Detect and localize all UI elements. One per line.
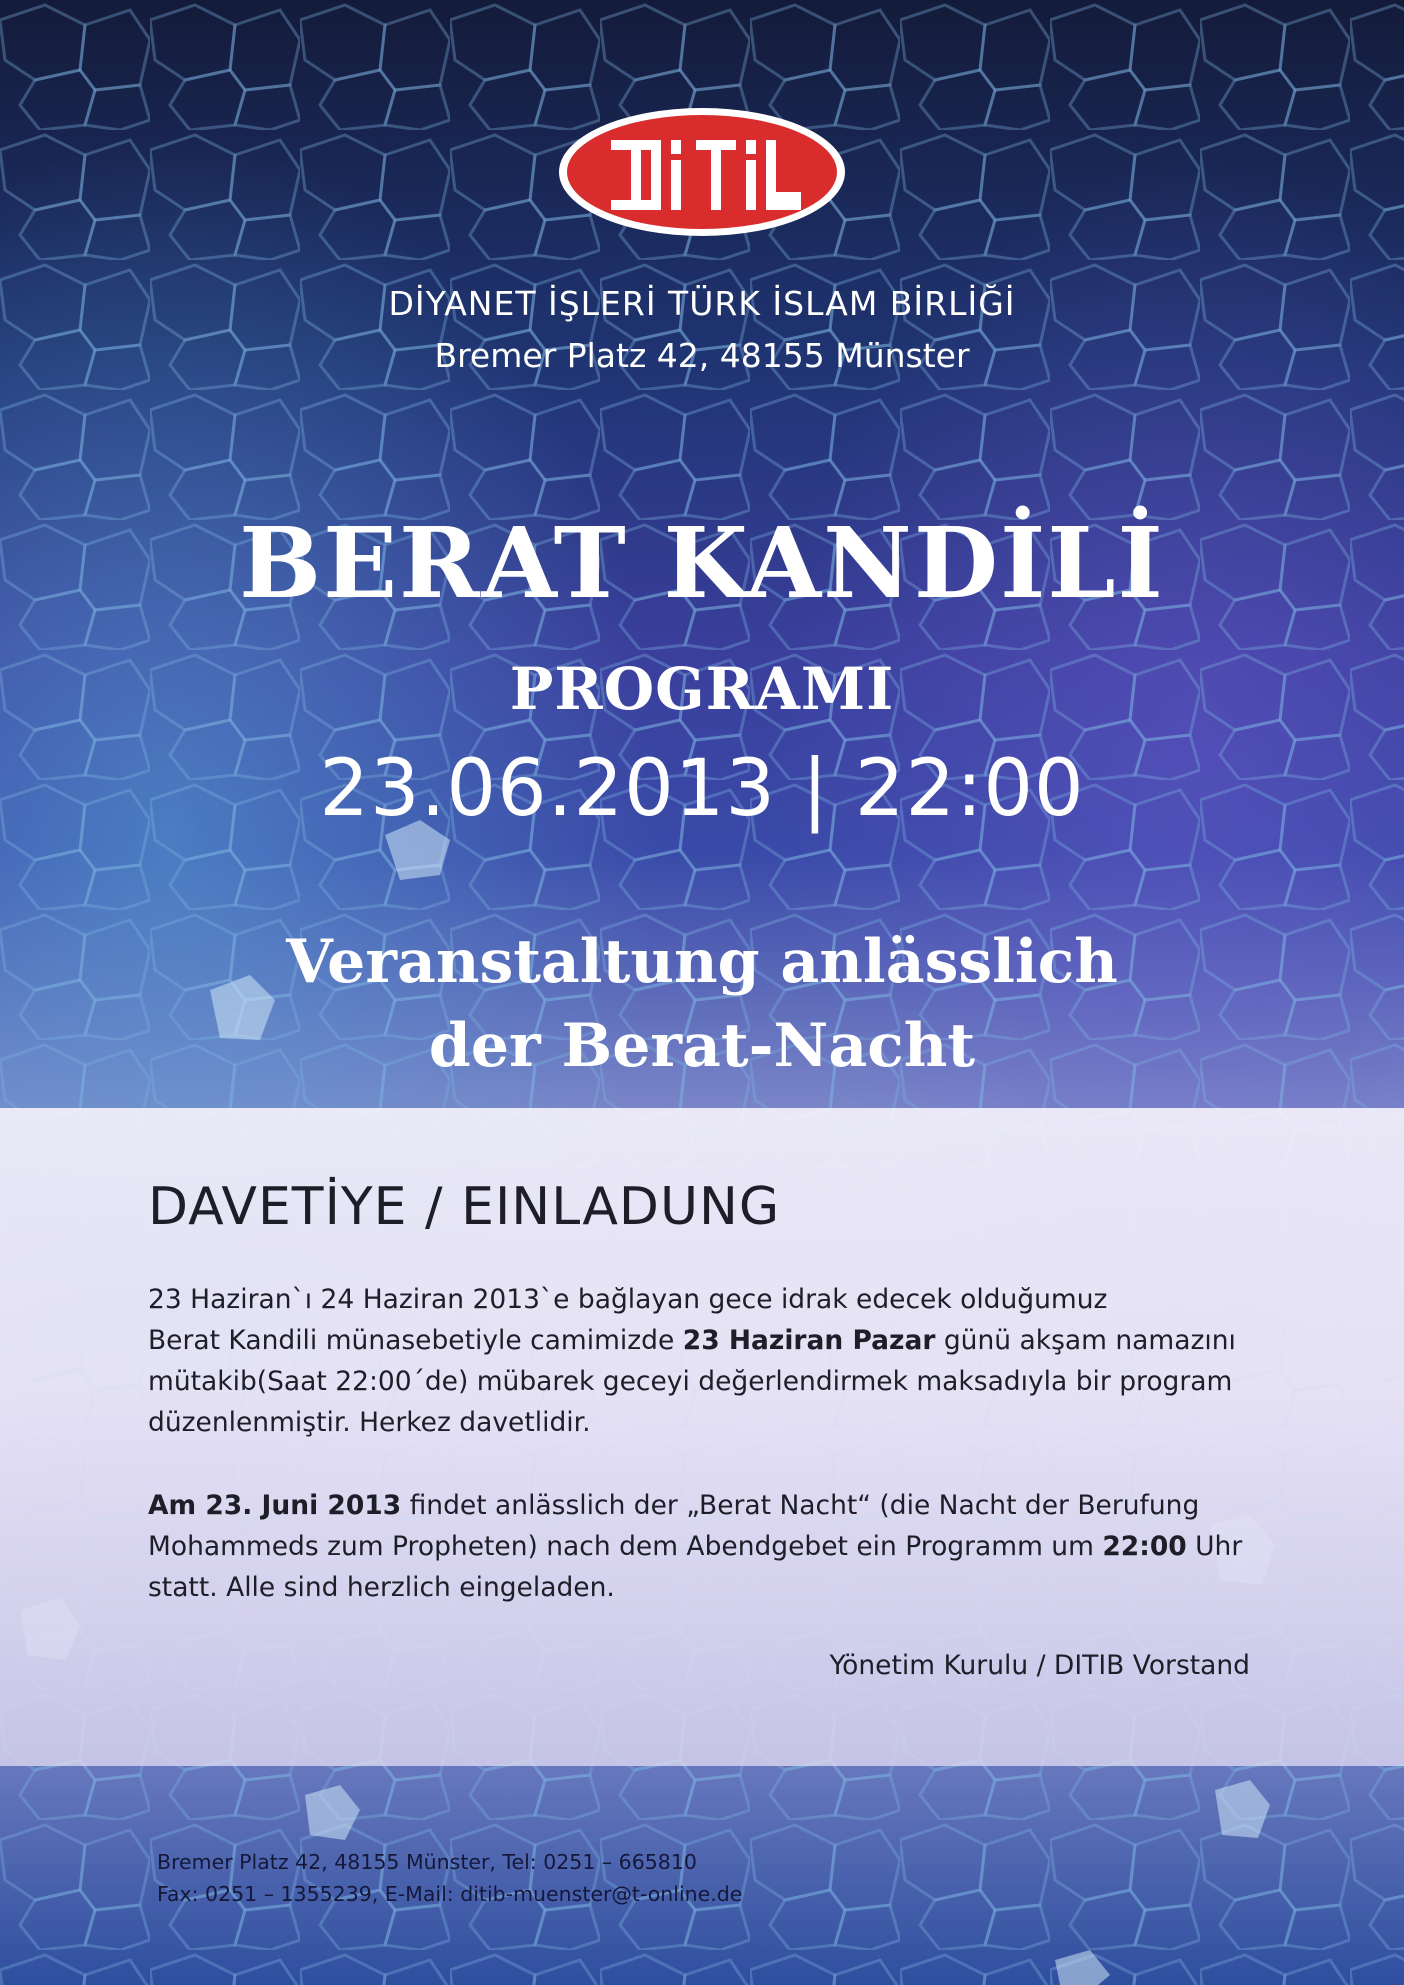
de-highlight-date: Am 23. Juni 2013 [148,1490,402,1521]
tr-line-3: mütakib(Saat 22:00´de) mübarek geceyi değerlendirmek maksadıyla bir program [148,1366,1233,1397]
event-datetime: 23.06.2013 | 22:00 [319,744,1085,834]
organization-name: DİYANET İŞLERİ TÜRK İSLAM BİRLİĞİ [388,284,1016,323]
de-highlight-time: 22:00 [1102,1531,1187,1562]
signature: Yönetim Kurulu / DITIB Vorstand [829,1650,1250,1681]
event-subtitle: PROGRAMI [509,655,895,723]
event-title: BERAT KANDİLİ [239,506,1165,620]
invitation-text-turkish [148,1279,1278,1443]
headline-line-1: Veranstaltung anlässlich [286,927,1118,997]
de-line-2-text: Mohammeds zum Propheten) nach dem Abendgebet ein Programm um [148,1531,1103,1562]
invitation-text-german [148,1485,1278,1608]
headline-line-2: der Berat-Nacht [428,1011,976,1081]
footer-fax-email: Fax: 0251 – 1355239, E-Mail: ditib-muenster@t-online.de [157,1882,743,1906]
de-line-3: statt. Alle sind herzlich eingeladen. [148,1572,615,1603]
tr-line-4: düzenlenmiştir. Herkez davetlidir. [148,1407,591,1438]
tr-line-1: 23 Haziran`ı 24 Haziran 2013`e bağlayan gece idrak edecek olduğumuz [148,1284,1108,1315]
de-line-2 [148,1526,1278,1567]
event-headline [0,920,1404,1088]
footer-address-phone: Bremer Platz 42, 48155 Münster, Tel: 0251 – 665810 [157,1850,697,1874]
tr-line-2-text: Berat Kandili münasebetiyle camimizde [148,1325,683,1356]
tr-line-2-rest: günü akşam namazını [935,1325,1236,1356]
tr-line-2 [148,1320,1278,1361]
tr-highlight-date: 23 Haziran Pazar [682,1325,936,1356]
de-line-2-rest: Uhr [1186,1531,1243,1562]
de-line-1-text: findet anlässlich der „Berat Nacht“ (die Nacht der Berufung [401,1490,1200,1521]
organization-address: Bremer Platz 42, 48155 Münster [434,336,970,375]
ditib-logo [556,105,848,239]
de-line-1 [148,1485,1278,1526]
invitation-heading: DAVETİYE / EINLADUNG [148,1177,781,1237]
